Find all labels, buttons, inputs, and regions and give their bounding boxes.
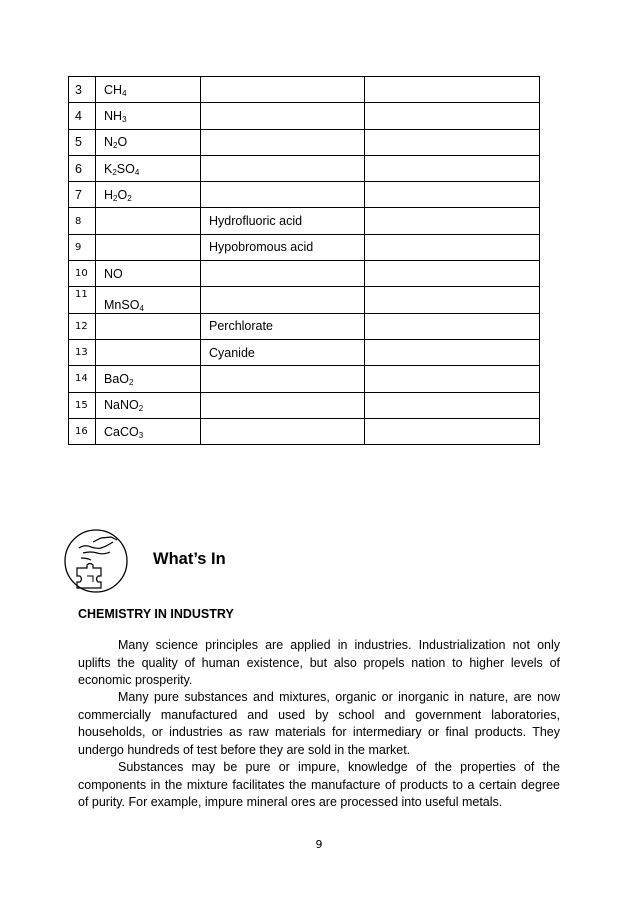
name-cell: Cyanide [201, 339, 365, 365]
answer-cell [365, 418, 540, 444]
formula-cell [96, 155, 201, 181]
formula-text: N [104, 135, 114, 150]
formula-subscript: 4 [122, 88, 127, 98]
answer-cell [365, 155, 540, 181]
name-cell [201, 182, 365, 208]
formula-text: H [104, 187, 114, 202]
row-number: 8 [69, 208, 96, 234]
name-cell [201, 418, 365, 444]
formula-subscript: 4 [134, 167, 140, 177]
row-number: 7 [69, 182, 96, 208]
formula-text: O [117, 135, 128, 150]
formula-cell [96, 313, 201, 339]
page-number: 9 [315, 838, 323, 851]
formula-text: SO [116, 161, 135, 176]
compounds-table-body [69, 77, 540, 445]
answer-cell [365, 261, 540, 287]
answer-cell [365, 392, 540, 418]
formula-subscript: 3 [138, 430, 144, 440]
answer-cell [365, 129, 540, 155]
formula-text: CH [104, 82, 123, 97]
answer-cell [365, 366, 540, 392]
name-cell [201, 77, 365, 103]
formula-text: BaO [104, 371, 130, 386]
answer-cell [365, 77, 540, 103]
formula-text: NH [104, 108, 123, 123]
row-number: 3 [69, 77, 96, 103]
answer-cell [365, 234, 540, 260]
formula-cell [96, 77, 201, 103]
formula-cell [96, 339, 201, 365]
formula-text: MnSO [104, 297, 140, 312]
formula-subscript: 2 [113, 141, 118, 151]
row-number: 14 [69, 366, 96, 392]
table-row [69, 418, 540, 444]
formula-text: K [104, 161, 113, 176]
row-number: 6 [69, 155, 96, 181]
row-number: 16 [69, 418, 96, 444]
section-title: What’s In [153, 550, 226, 568]
table-row [69, 77, 540, 103]
name-cell: Hypobromous acid [201, 234, 365, 260]
table-row [69, 182, 540, 208]
paragraph-3: Substances may be pure or impure, knowledge of the properties of the components in the mixture facilitates the manufacture of products to a certain degree of purity. For example, impure mineral ores are processed into useful metals. [78, 760, 560, 809]
formula-subscript: 2 [129, 377, 134, 387]
answer-cell [365, 287, 540, 313]
name-cell [201, 287, 365, 313]
formula-subscript: 2 [112, 167, 117, 177]
row-number: 9 [69, 234, 96, 260]
name-cell [201, 392, 365, 418]
formula-text: NO [104, 266, 123, 281]
name-cell [201, 103, 365, 129]
answer-cell [365, 103, 540, 129]
row-number: 11 [69, 287, 96, 313]
answer-cell [365, 313, 540, 339]
formula-cell [96, 208, 201, 234]
formula-subscript: 2 [127, 193, 132, 203]
paragraph-2: Many pure substances and mixtures, organic or inorganic in nature, are now commercially manufactured and used by school and government laboratories, households, or industries as raw materials for intermediary or final products. They undergo hundreds of test before they are sold in the market. [78, 690, 560, 757]
formula-cell [96, 261, 201, 287]
table-row [69, 339, 540, 365]
formula-cell [96, 392, 201, 418]
row-number: 15 [69, 392, 96, 418]
formula-subscript: 2 [113, 193, 118, 203]
name-cell: Hydrofluoric acid [201, 208, 365, 234]
row-number: 13 [69, 339, 96, 365]
row-number: 12 [69, 313, 96, 339]
name-cell: Perchlorate [201, 313, 365, 339]
hand-puzzle-icon [63, 528, 129, 594]
formula-text: O [117, 187, 128, 202]
answer-cell [365, 339, 540, 365]
table-row [69, 313, 540, 339]
answer-cell [365, 182, 540, 208]
formula-text: CaCO [104, 424, 139, 439]
paragraph-1: Many science principles are applied in industries. Industrialization not only uplifts the quality of human existence, but also propels nation to higher levels of economic prosperity. [78, 638, 560, 687]
table-row [69, 208, 540, 234]
row-number: 5 [69, 129, 96, 155]
table-row [69, 261, 540, 287]
row-number: 10 [69, 261, 96, 287]
compounds-table [68, 76, 540, 445]
answer-cell [365, 208, 540, 234]
table-row [69, 129, 540, 155]
name-cell [201, 155, 365, 181]
formula-cell [96, 234, 201, 260]
formula-cell [96, 287, 201, 313]
row-number: 4 [69, 103, 96, 129]
formula-text: NaNO [104, 398, 139, 413]
table-row [69, 287, 540, 313]
section-subheading: CHEMISTRY IN INDUSTRY [78, 607, 234, 621]
name-cell [201, 261, 365, 287]
formula-cell [96, 418, 201, 444]
formula-subscript: 3 [122, 114, 127, 124]
formula-cell [96, 366, 201, 392]
table-row [69, 366, 540, 392]
formula-subscript: 4 [139, 303, 144, 313]
formula-cell [96, 129, 201, 155]
name-cell [201, 129, 365, 155]
formula-cell [96, 182, 201, 208]
formula-cell [96, 103, 201, 129]
table-row [69, 103, 540, 129]
table-row [69, 155, 540, 181]
name-cell [201, 366, 365, 392]
formula-subscript: 2 [138, 404, 144, 414]
table-row [69, 234, 540, 260]
table-row [69, 392, 540, 418]
